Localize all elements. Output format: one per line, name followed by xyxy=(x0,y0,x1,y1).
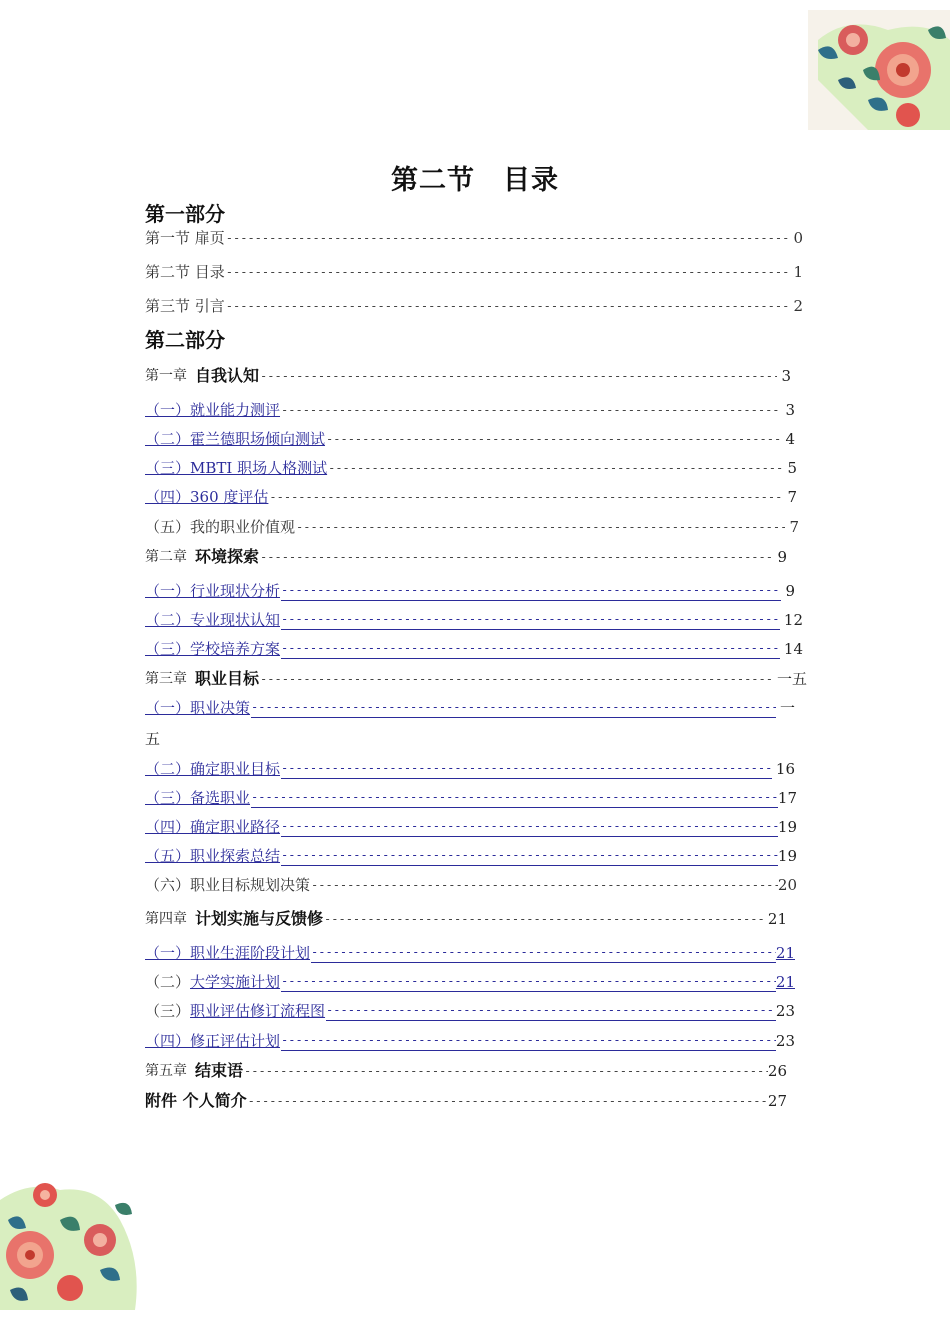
toc-entry-page: 19 xyxy=(777,847,797,865)
chapter-name: 自我认知 xyxy=(195,366,260,385)
leader-dots xyxy=(326,429,781,449)
toc-entry-page: 9 xyxy=(785,582,795,600)
chapter-name: 计划实施与反馈修 xyxy=(195,909,324,928)
toc-entry-page: 12 xyxy=(783,611,803,629)
toc-entry-label: （一）职业决策 xyxy=(145,699,251,717)
toc-entry-label: 第三节 引言 xyxy=(145,297,225,315)
part-heading-1: 第一部分 xyxy=(145,202,225,226)
toc-link-entry[interactable] xyxy=(145,840,797,866)
toc-entry-label: （三）MBTI 职场人格测试 xyxy=(145,459,328,477)
chapter-label: 第四章 xyxy=(145,911,187,927)
toc-chapter-2[interactable] xyxy=(145,541,787,567)
chapter-name: 环境探索 xyxy=(195,547,260,566)
toc-entry-label: 第一节 扉页 xyxy=(145,229,225,247)
toc-link-entry[interactable] xyxy=(145,394,795,420)
toc-entry-label: （六）职业目标规划决策 xyxy=(145,876,311,894)
toc-entry-page: 5 xyxy=(787,459,797,477)
toc-entry-label: （三）备选职业 xyxy=(145,789,251,807)
leader-dots xyxy=(281,1030,776,1051)
toc-link-entry[interactable] xyxy=(145,811,797,837)
toc-page-wrap: 五 xyxy=(145,730,161,748)
leader-dots xyxy=(260,366,777,386)
toc-entry-label: （四）修正评估计划 xyxy=(145,1032,281,1050)
toc-entry-prefix: （三） xyxy=(145,1002,191,1020)
leader-dots xyxy=(251,697,776,718)
leader-dots xyxy=(281,758,772,779)
leader-dots xyxy=(296,517,785,537)
toc-entry-page: 0 xyxy=(793,229,803,247)
toc-chapter-5[interactable] xyxy=(145,1055,787,1081)
toc-link-entry[interactable] xyxy=(145,1025,795,1051)
toc-entry-page: 27 xyxy=(767,1092,787,1110)
toc-chapter-1[interactable] xyxy=(145,360,791,386)
leader-dots xyxy=(251,787,778,808)
toc-link-entry[interactable] xyxy=(145,782,797,808)
leader-dots xyxy=(226,296,790,316)
flower-decoration-bottom xyxy=(0,1180,142,1310)
toc-entry-label: （二）专业现状认知 xyxy=(145,611,281,629)
toc-entry-page: 2 xyxy=(793,297,803,315)
toc-entry-label: （四）确定职业路径 xyxy=(145,818,281,836)
leader-dots xyxy=(244,1061,768,1081)
toc-link-entry[interactable] xyxy=(145,753,795,779)
toc-link-entry[interactable] xyxy=(145,966,795,992)
toc-entry[interactable] xyxy=(145,222,803,248)
leader-dots xyxy=(226,262,790,282)
leader-dots xyxy=(260,547,773,567)
toc-entry-label: （二）确定职业目标 xyxy=(145,760,281,778)
toc-entry[interactable] xyxy=(145,256,803,282)
leader-dots xyxy=(281,400,781,420)
leader-dots xyxy=(311,942,776,963)
flower-decoration-top xyxy=(808,10,950,130)
toc-entry-page: 7 xyxy=(787,488,797,506)
toc-link-entry[interactable] xyxy=(145,452,797,478)
toc-entry-page: 26 xyxy=(767,1062,787,1080)
toc-entry-page: 17 xyxy=(777,789,797,807)
leader-dots xyxy=(281,971,776,992)
toc-entry-page: 一五 xyxy=(776,670,807,688)
toc-entry-label: （三）学校培养方案 xyxy=(145,640,281,658)
toc-entry-label: （五）职业探索总结 xyxy=(145,847,281,865)
leader-dots xyxy=(311,875,778,895)
chapter-label: 第一章 xyxy=(145,368,187,384)
leader-dots xyxy=(326,1000,776,1021)
toc-link-entry[interactable] xyxy=(145,995,795,1021)
toc-entry-page: 3 xyxy=(781,367,791,385)
toc-entry-label: 大学实施计划 xyxy=(190,973,281,991)
toc-link-entry[interactable] xyxy=(145,575,795,601)
toc-entry-page: 23 xyxy=(775,1032,795,1050)
toc-link-entry[interactable] xyxy=(145,604,803,630)
toc-entry-page: 7 xyxy=(789,518,799,536)
toc-entry-label: （一）行业现状分析 xyxy=(145,582,281,600)
part-heading-2: 第二部分 xyxy=(145,328,225,352)
toc-entry-page: 16 xyxy=(775,760,795,778)
toc-entry-page: 19 xyxy=(777,818,797,836)
toc-entry-page: 21 xyxy=(767,910,787,928)
page-title: 第二节 目录 xyxy=(391,165,559,196)
chapter-label: 第三章 xyxy=(145,671,187,687)
toc-entry-page: 一 xyxy=(779,699,795,717)
toc-appendix[interactable] xyxy=(145,1085,787,1111)
leader-dots xyxy=(281,845,778,866)
toc-entry[interactable] xyxy=(145,869,797,895)
leader-dots xyxy=(269,487,783,507)
toc-entry-label: （一）职业生涯阶段计划 xyxy=(145,944,311,962)
toc-entry-page: 1 xyxy=(793,263,803,281)
toc-chapter-3[interactable] xyxy=(145,663,807,689)
toc-link-entry[interactable] xyxy=(145,481,797,507)
toc-entry-page: 21 xyxy=(775,973,795,991)
toc-link-entry[interactable] xyxy=(145,692,795,718)
toc-entry[interactable] xyxy=(145,290,803,316)
chapter-name: 职业目标 xyxy=(195,669,260,688)
appendix-label: 附件 个人简介 xyxy=(145,1091,247,1110)
leader-dots xyxy=(328,458,783,478)
toc-link-entry[interactable] xyxy=(145,633,803,659)
toc-entry-page: 21 xyxy=(775,944,795,962)
chapter-label: 第二章 xyxy=(145,549,187,565)
toc-entry-page: 23 xyxy=(775,1002,795,1020)
leader-dots xyxy=(281,609,780,630)
leader-dots xyxy=(324,909,764,929)
toc-entry[interactable] xyxy=(145,511,799,537)
leader-dots xyxy=(281,638,780,659)
leader-dots xyxy=(281,580,781,601)
toc-entry-label: （一）就业能力测评 xyxy=(145,401,281,419)
toc-entry-label: 第二节 目录 xyxy=(145,263,225,281)
toc-link-entry[interactable] xyxy=(145,937,795,963)
toc-entry-prefix: （二） xyxy=(145,973,191,991)
toc-entry-page: 20 xyxy=(777,876,797,894)
toc-entry-page: 9 xyxy=(777,548,787,566)
toc-entry-page: 14 xyxy=(783,640,803,658)
toc-link-entry[interactable] xyxy=(145,423,795,449)
toc-entry-page: 4 xyxy=(785,430,795,448)
chapter-label: 第五章 xyxy=(145,1063,187,1079)
leader-dots xyxy=(281,816,778,837)
leader-dots xyxy=(248,1091,768,1111)
toc-entry-label: （四）360 度评估 xyxy=(145,488,269,506)
leader-dots xyxy=(260,669,773,689)
leader-dots xyxy=(226,228,790,248)
toc-chapter-4[interactable] xyxy=(145,903,787,929)
chapter-name: 结束语 xyxy=(195,1061,244,1080)
toc-entry-label: 职业评估修订流程图 xyxy=(190,1002,326,1020)
toc-entry-label: （二）霍兰德职场倾向测试 xyxy=(145,430,326,448)
toc-entry-label: （五）我的职业价值观 xyxy=(145,518,296,536)
toc-entry-page: 3 xyxy=(785,401,795,419)
